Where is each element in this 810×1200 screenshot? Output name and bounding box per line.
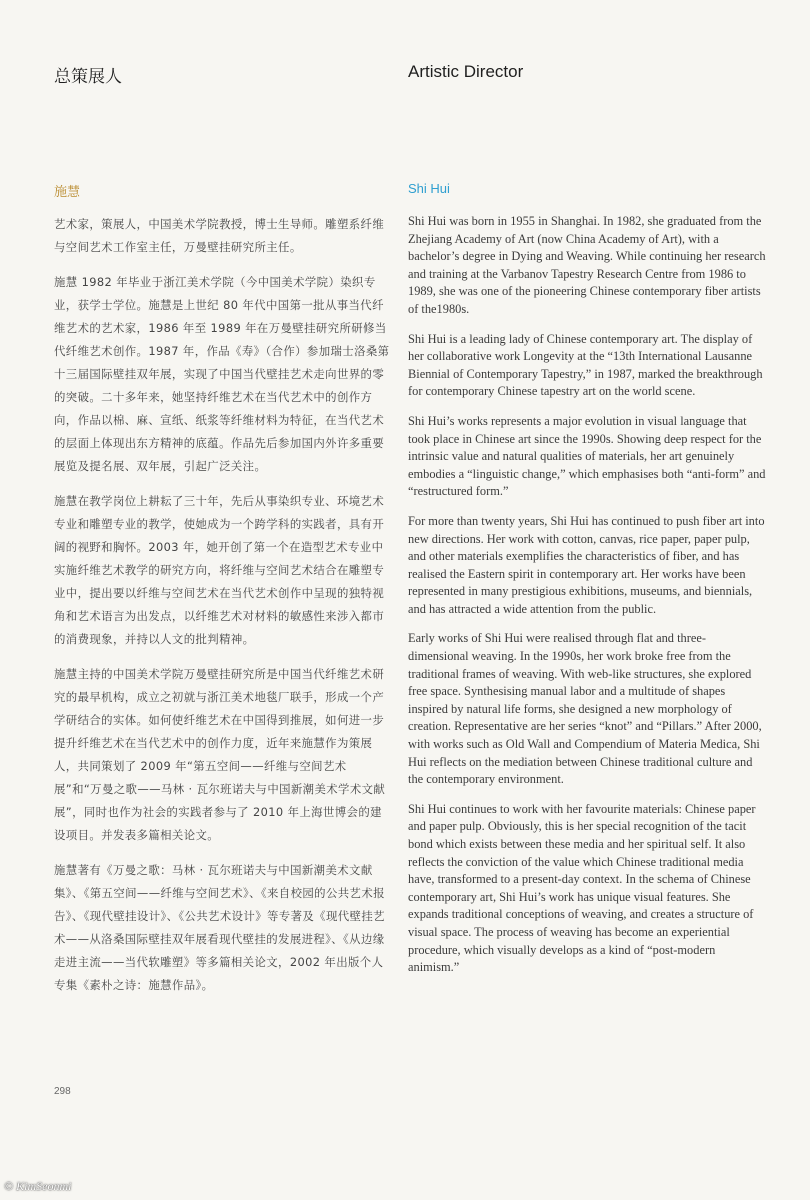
chinese-paragraph: 施慧著有《万曼之歌：马林 · 瓦尔班诺夫与中国新潮美术文献集》、《第五空间——纤维与空间艺术》、《来自校园的公共艺术报告》、《现代壁挂设计》、《公共艺术设计》等专著及《现代壁挂艺术——从洛桑国际壁挂双年展看现代壁挂的发展进程》、《从边缘走进主流——当代软雕塑》等多篇相关论文，2002 年出版个人专集《素朴之诗：施慧作品》。 [54,863,385,992]
copyright-watermark: © KimSeonmi [4,1179,72,1193]
english-biography-column [408,213,766,989]
chinese-paragraph: 施慧 1982 年毕业于浙江美术学院（今中国美术学院）染织专业，获学士学位。施慧是上世纪 80 年代中国第一批从事当代纤维艺术的艺术家，1986 年至 1989 年在万曼壁挂研究所研修当代纤维艺术创作。1987 年，作品《寿》（合作）参加瑞士洛桑第十三届国际壁挂双年展，实现了中国当代壁挂艺术走向世界的零的突破。二十多年来，她坚持纤维艺术在当代艺术中的创作方向，作品以棉、麻、宣纸、纸浆等纤维材料为特征，在当代艺术的层面上体现出东方精神的底蕴。作品先后参加国内外许多重要展览及提名展、双年展，引起广泛关注。 [54,275,390,473]
chinese-artist-name: 施慧 [54,184,81,199]
chinese-paragraph: 施慧在教学岗位上耕耘了三十年，先后从事染织专业、环境艺术专业和雕塑专业的教学，使她成为一个跨学科的实践者，具有开阔的视野和胸怀。2003 年，她开创了第一个在造型艺术专业中实施纤维艺术教学的研究方向，将纤维与空间艺术结合在雕塑专业中，提出要以纤维与空间艺术在当代艺术创作中呈现的独特视角和艺术语言为出发点，以纤维艺术对材料的敏感性来涉入都市的消费现象，并持以人文的批判精神。 [54,494,385,646]
chinese-paragraph: 施慧主持的中国美术学院万曼壁挂研究所是中国当代纤维艺术研究的最早机构，成立之初就与浙江美术地毯厂联手，形成一个产学研结合的实体。如何使纤维艺术在中国得到推展，如何进一步提升纤维艺术在当代艺术中的创作力度，近年来施慧作为策展人，共同策划了 2009 年“第五空间——纤维与空间艺术展”和“万曼之歌——马林 · 瓦尔班诺夫与中国新潮美术学术文献展”，同时也作为社会的实践者参与了 2010 年上海世博会的建设项目。并发表多篇相关论文。 [54,667,386,842]
english-paragraph: Shi Hui’s works represents a major evolution in visual language that took place in Chinese art since the 1990s. Showing deep respect for the intrinsic value and natural qualities of materials, her art genuinely embodies a “linguistic change,” which emphasises both “anti-form” and “restructured form.” [408,413,766,499]
chinese-biography-column [54,213,392,1009]
english-paragraph: Early works of Shi Hui were realised through flat and three-dimensional weaving. In the 1990s, her work broke free from the traditional frames of weaving. With web-like structures, she explored free space. Synthesising manual labor and a multitude of shapes inspired by natural life forms, she designed a new morphology of creation. Representative are her series “knot” and “Pillars.” After 2000, with works such as Old Wall and Compendium of Materia Medica, Shi Hui reflects on the mediation between Chinese traditional culture and the contemporary environment. [408,631,762,787]
chinese-paragraph: 艺术家，策展人，中国美术学院教授，博士生导师。雕塑系纤维与空间艺术工作室主任，万曼壁挂研究所主任。 [54,217,385,254]
english-paragraph: Shi Hui is a leading lady of Chinese contemporary art. The display of her collaborative work Longevity at the “13th International Lausanne Biennial of Contemporary Tapestry,” in 1987, marked the breakthrough for contemporary Chinese tapestry art on the world scene. [408,331,763,399]
english-paragraph: Shi Hui continues to work with her favourite materials: Chinese paper and paper pulp. Obviously, this is her special recognition of the tacit bond which exists between these media and her spiritual self. It also reflects the conviction of the value which Chinese traditional media have, transformed to a present-day context. In the schema of Chinese contemporary art, Shi Hui’s work has unique visual features. She expands traditional conceptions of weaving, and creates a structure of visual space. The process of weaving has become an experiential procedure, which visually develops as a kind of “post-modern animism.” [408,801,756,975]
english-section-heading: Artistic Director [408,62,524,81]
page-number: 298 [54,1086,71,1097]
english-paragraph: For more than twenty years, Shi Hui has continued to push fiber art into new directions. Her work with cotton, canvas, rice paper, paper pulp, and other materials exemplifies the characteristics of fiber, and has realised the Eastern spirit in contemporary art. Her works have been represented in many prestigious exhibitions, museums, and biennials, and has attracted a wide attention from the public. [408,513,765,616]
chinese-section-heading: 总策展人 [54,67,122,86]
english-paragraph: Shi Hui was born in 1955 in Shanghai. In 1982, she graduated from the Zhejiang Academy of Art (now China Academy of Art), with a bachelor’s degree in Dying and Weaving. While continuing her research and training at the Varbanov Tapestry Research Centre from 1986 to 1989, she was one of the pioneering Chinese contemporary fiber artists of the1980s. [408,214,766,316]
english-artist-name: Shi Hui [408,181,450,196]
